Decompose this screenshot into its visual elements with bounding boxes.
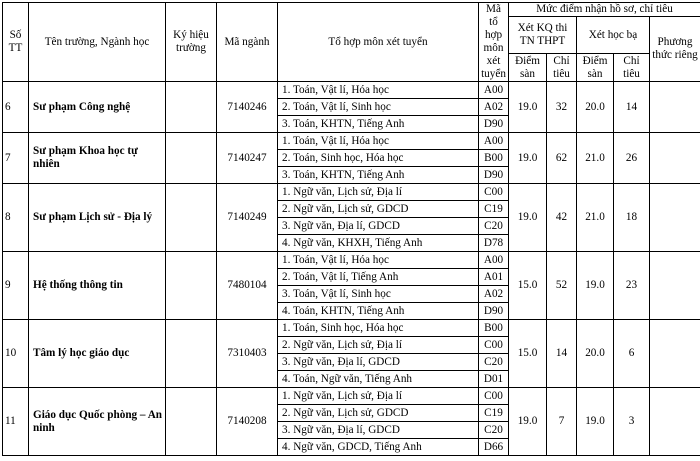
row-thpt-score: 15.0 bbox=[509, 252, 547, 320]
header-combo: Tổ hợp môn xét tuyển bbox=[278, 3, 479, 82]
table-row bbox=[3, 184, 700, 201]
row-combo-code: D78 bbox=[479, 235, 509, 252]
header-group: Mức điểm nhận hồ sơ, chỉ tiêu bbox=[509, 3, 700, 17]
row-major-name: Sư phạm Khoa học tự nhiên bbox=[29, 133, 166, 184]
row-major-code: 7140249 bbox=[217, 184, 278, 252]
row-hb-quota: 23 bbox=[614, 252, 650, 320]
header-thpt-score: Điểm sàn bbox=[509, 54, 547, 82]
row-combo: 1. Toán, Vật lí, Hóa học bbox=[278, 252, 479, 269]
header-rieng: Phương thức riêng bbox=[650, 17, 700, 82]
row-major-code: 7140247 bbox=[217, 133, 278, 184]
row-thpt-quota: 14 bbox=[547, 320, 577, 388]
row-combo-code: A01 bbox=[479, 269, 509, 286]
row-thpt-quota: 42 bbox=[547, 184, 577, 252]
row-stt: 10 bbox=[3, 320, 29, 388]
row-hb-score: 21.0 bbox=[577, 133, 614, 184]
row-school-code bbox=[166, 184, 217, 252]
row-combo-code: A00 bbox=[479, 252, 509, 269]
header-thpt-quota: Chỉ tiêu bbox=[547, 54, 577, 82]
row-combo: 4. Toán, Ngữ văn, Tiếng Anh bbox=[278, 371, 479, 388]
row-hb-quota: 26 bbox=[614, 133, 650, 184]
row-combo: 1. Ngữ văn, Lịch sử, Địa lí bbox=[278, 388, 479, 405]
row-major-code: 7310403 bbox=[217, 320, 278, 388]
row-combo-code: A02 bbox=[479, 99, 509, 116]
row-school-code bbox=[166, 82, 217, 133]
row-hb-score: 20.0 bbox=[577, 82, 614, 133]
row-combo: 2. Toán, Vật lí, Sinh học bbox=[278, 99, 479, 116]
row-combo: 1. Toán, Sinh học, Hóa học bbox=[278, 320, 479, 337]
row-rieng bbox=[650, 133, 700, 184]
row-major-code: 7480104 bbox=[217, 252, 278, 320]
row-combo: 3. Toán, Vật lí, Sinh học bbox=[278, 286, 479, 303]
row-combo-code: C20 bbox=[479, 218, 509, 235]
table-row bbox=[3, 388, 700, 405]
row-combo-code: C19 bbox=[479, 405, 509, 422]
row-combo: 2. Ngữ văn, Lịch sử, GDCD bbox=[278, 201, 479, 218]
row-rieng bbox=[650, 388, 700, 456]
row-combo: 3. Ngữ văn, Địa lí, GDCD bbox=[278, 354, 479, 371]
header-combo-code: Mã tổ hợp môn xét tuyển bbox=[479, 3, 509, 82]
row-combo-code: C20 bbox=[479, 422, 509, 439]
row-combo-code: D90 bbox=[479, 167, 509, 184]
row-stt: 11 bbox=[3, 388, 29, 456]
row-combo-code: D90 bbox=[479, 303, 509, 320]
row-thpt-quota: 62 bbox=[547, 133, 577, 184]
row-hb-score: 19.0 bbox=[577, 252, 614, 320]
row-combo-code: A02 bbox=[479, 286, 509, 303]
row-hb-quota: 18 bbox=[614, 184, 650, 252]
row-major-code: 7140208 bbox=[217, 388, 278, 456]
table-row bbox=[3, 252, 700, 269]
row-combo: 2. Toán, Sinh học, Hóa học bbox=[278, 150, 479, 167]
row-combo: 3. Ngữ văn, Địa lí, GDCD bbox=[278, 422, 479, 439]
row-combo-code: A00 bbox=[479, 133, 509, 150]
header-major-code: Mã ngành bbox=[217, 3, 278, 82]
row-hb-score: 21.0 bbox=[577, 184, 614, 252]
row-thpt-score: 15.0 bbox=[509, 320, 547, 388]
row-combo: 1. Ngữ văn, Lịch sử, Địa lí bbox=[278, 184, 479, 201]
row-combo: 4. Ngữ văn, KHXH, Tiếng Anh bbox=[278, 235, 479, 252]
row-thpt-quota: 32 bbox=[547, 82, 577, 133]
row-major-name: Giáo dục Quốc phòng – An ninh bbox=[29, 388, 166, 456]
row-thpt-score: 19.0 bbox=[509, 388, 547, 456]
header-hb-quota: Chỉ tiêu bbox=[614, 54, 650, 82]
row-thpt-score: 19.0 bbox=[509, 82, 547, 133]
row-stt: 9 bbox=[3, 252, 29, 320]
row-hb-quota: 14 bbox=[614, 82, 650, 133]
row-combo-code: D01 bbox=[479, 371, 509, 388]
row-major-code: 7140246 bbox=[217, 82, 278, 133]
row-school-code bbox=[166, 133, 217, 184]
row-hb-quota: 6 bbox=[614, 320, 650, 388]
row-school-code bbox=[166, 388, 217, 456]
row-combo-code: B00 bbox=[479, 150, 509, 167]
row-major-name: Tâm lý học giáo dục bbox=[29, 320, 166, 388]
header-hocba: Xét học bạ bbox=[577, 17, 650, 54]
row-combo: 2. Ngữ văn, Lịch sử, Địa lí bbox=[278, 337, 479, 354]
row-major-name: Hệ thống thông tin bbox=[29, 252, 166, 320]
row-combo-code: C19 bbox=[479, 201, 509, 218]
row-thpt-score: 19.0 bbox=[509, 184, 547, 252]
row-thpt-score: 19.0 bbox=[509, 133, 547, 184]
header-thpt: Xét KQ thi TN THPT bbox=[509, 17, 577, 54]
row-combo-code: D90 bbox=[479, 116, 509, 133]
row-hb-quota: 3 bbox=[614, 388, 650, 456]
row-combo: 3. Ngữ văn, Địa lí, GDCD bbox=[278, 218, 479, 235]
row-combo-code: C00 bbox=[479, 337, 509, 354]
row-major-name: Sư phạm Lịch sử - Địa lý bbox=[29, 184, 166, 252]
row-hb-score: 19.0 bbox=[577, 388, 614, 456]
row-hb-score: 20.0 bbox=[577, 320, 614, 388]
row-school-code bbox=[166, 252, 217, 320]
row-combo: 4. Toán, KHTN, Tiếng Anh bbox=[278, 303, 479, 320]
row-combo: 4. Ngữ văn, GDCD, Tiếng Anh bbox=[278, 439, 479, 456]
row-stt: 7 bbox=[3, 133, 29, 184]
table-row bbox=[3, 320, 700, 337]
header-school-code: Ký hiệu trường bbox=[166, 3, 217, 82]
row-rieng bbox=[650, 320, 700, 388]
admission-table bbox=[2, 2, 700, 456]
row-combo: 3. Toán, KHTN, Tiếng Anh bbox=[278, 167, 479, 184]
row-stt: 6 bbox=[3, 82, 29, 133]
row-school-code bbox=[166, 320, 217, 388]
table-row bbox=[3, 133, 700, 150]
row-combo-code: C00 bbox=[479, 388, 509, 405]
row-major-name: Sư phạm Công nghệ bbox=[29, 82, 166, 133]
row-combo: 2. Toán, Vật lí, Tiếng Anh bbox=[278, 269, 479, 286]
row-combo: 2. Ngữ văn, Lịch sử, GDCD bbox=[278, 405, 479, 422]
row-combo: 1. Toán, Vật lí, Hóa học bbox=[278, 82, 479, 99]
row-thpt-quota: 52 bbox=[547, 252, 577, 320]
row-combo-code: C20 bbox=[479, 354, 509, 371]
row-thpt-quota: 7 bbox=[547, 388, 577, 456]
row-combo: 1. Toán, Vật lí, Hóa học bbox=[278, 133, 479, 150]
row-stt: 8 bbox=[3, 184, 29, 252]
row-combo-code: B00 bbox=[479, 320, 509, 337]
table-row bbox=[3, 82, 700, 99]
row-combo-code: C00 bbox=[479, 184, 509, 201]
header-school-major: Tên trường, Ngành học bbox=[29, 3, 166, 82]
header-stt: Số TT bbox=[3, 3, 29, 82]
row-rieng bbox=[650, 82, 700, 133]
row-combo-code: A00 bbox=[479, 82, 509, 99]
row-rieng bbox=[650, 184, 700, 252]
row-rieng bbox=[650, 252, 700, 320]
header-hb-score: Điểm sàn bbox=[577, 54, 614, 82]
row-combo: 3. Toán, KHTN, Tiếng Anh bbox=[278, 116, 479, 133]
row-combo-code: D66 bbox=[479, 439, 509, 456]
